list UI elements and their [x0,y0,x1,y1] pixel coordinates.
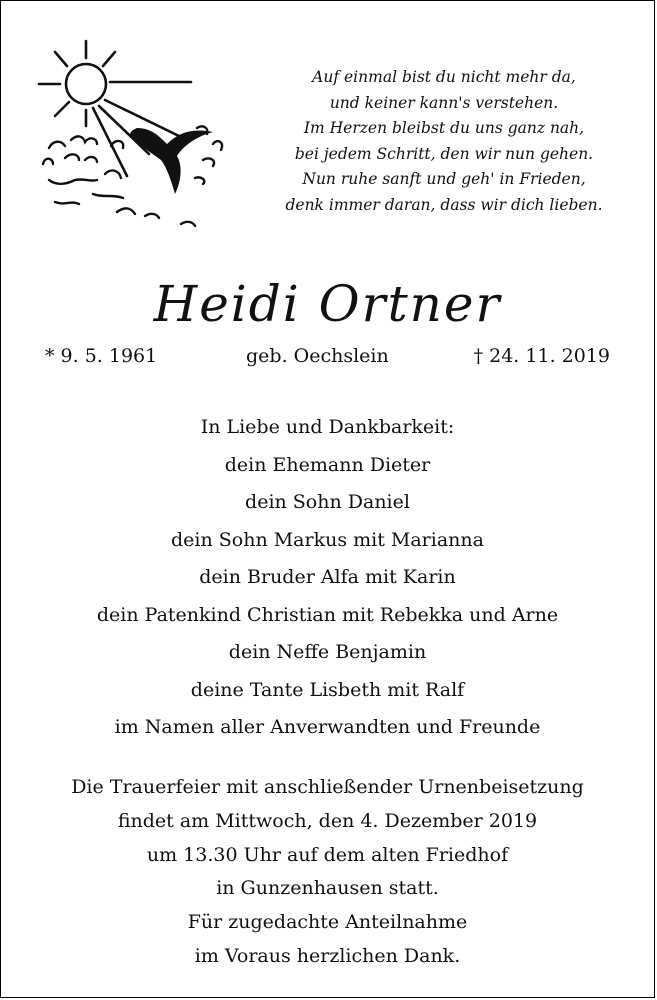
bird-icon [130,128,213,194]
mourner-line: dein Sohn Daniel [245,491,410,513]
death-date: † 24. 11. 2019 [473,345,610,367]
mourners-heading: In Liebe und Dankbarkeit: [200,416,455,438]
poem-line: Nun ruhe sanft und geh' in Frieden, [302,170,586,189]
clouds-icon [43,126,222,226]
ceremony-info [1,771,654,974]
deceased-name: Heidi Ortner [153,275,502,333]
sun-and-bird-illustration [31,36,231,236]
poem [259,65,629,219]
poem-line: bei jedem Schritt, den wir nun gehen. [294,144,594,163]
mourner-line: dein Patenkind Christian mit Rebekka und Arne [96,603,559,626]
maiden-name: geb. Oechslein [246,345,389,367]
mourner-line: dein Sohn Markus mit Marianna [171,528,484,551]
poem-line: Auf einmal bist du nicht mehr da, [312,68,576,86]
poem-line: denk immer daran, dass wir dich lieben. [285,195,603,214]
poem-line: und keiner kann's verstehen. [329,93,559,112]
mourner-line: im Namen aller Anverwandten und Freunde [114,716,541,738]
ceremony-line: findet am Mittwoch, den 4. Dezember 2019 [117,809,538,832]
birth-date: * 9. 5. 1961 [45,345,158,367]
ceremony-line: Die Trauerfeier mit anschließender Urnenbeisetzung [71,776,584,798]
ceremony-line: Für zugedachte Anteilnahme [187,911,468,934]
ceremony-line: im Voraus herzlichen Dank. [194,944,461,967]
mourner-line: dein Bruder Alfa mit Karin [199,566,456,588]
mourners-list [1,409,654,747]
mourner-line: dein Ehemann Dieter [224,453,431,476]
poem-line: Im Herzen bleibst du uns ganz nah, [303,119,585,138]
mourner-line: dein Neffe Benjamin [228,641,427,663]
ceremony-line: in Gunzenhausen statt. [216,877,439,900]
ceremony-line: um 13.30 Uhr auf dem alten Friedhof [146,843,509,866]
mourner-line: deine Tante Lisbeth mit Ralf [190,678,465,701]
